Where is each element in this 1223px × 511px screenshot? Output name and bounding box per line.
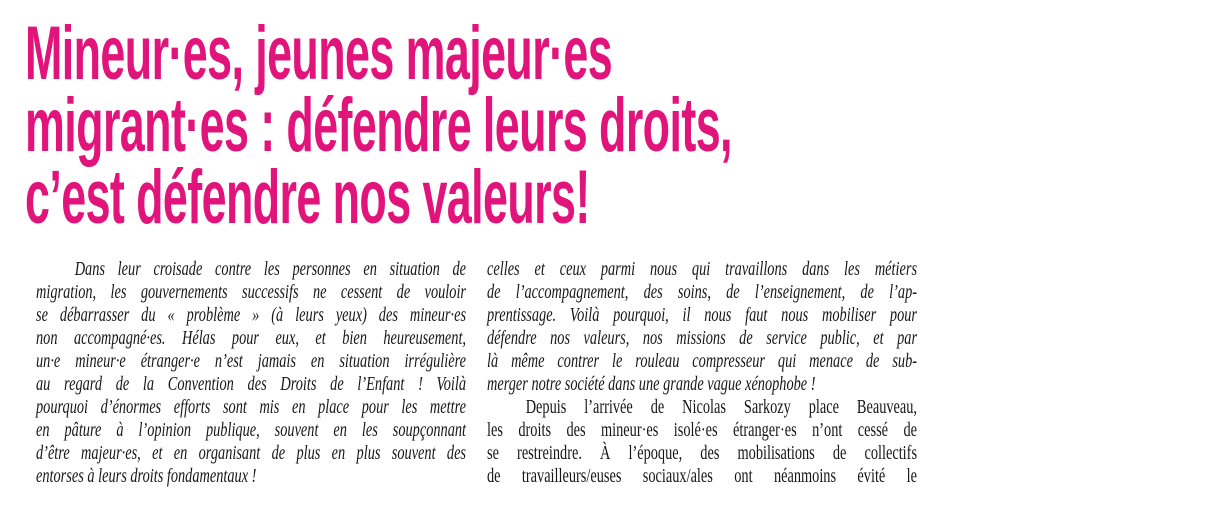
text-line: au regard de la Convention des Droits de l’Enfant ! Voilà (36, 373, 467, 395)
text-line: en pâture à l’opinion publique, souvent en les soupçonnant (36, 419, 467, 441)
headline-line: migrant·es : défendre leurs droits, (25, 83, 732, 168)
text-line: merger notre société dans une grande vague xénophobe ! (487, 373, 816, 395)
text-line: de travailleurs/euses sociaux/ales ont néanmoins évité le (487, 465, 918, 487)
article-headline (25, 11, 1223, 240)
text-line: celles et ceux parmi nous qui travaillons dans les métiers (487, 258, 918, 280)
headline-line: Mineur·es, jeunes majeur·es (25, 11, 613, 96)
text-line: pourquoi d’énormes efforts sont mis en place pour les mettre (36, 396, 467, 418)
text-line: Dans leur croisade contre les personnes en situation de (74, 258, 467, 280)
text-line: les droits des mineur·es isolé·es étranger·es n’ont cessé de (487, 419, 918, 441)
text-line: prentissage. Voilà pourquoi, il nous faut nous mobiliser pour (487, 304, 918, 326)
text-column-right (487, 258, 917, 488)
text-line: entorses à leurs droits fondamentaux ! (36, 465, 257, 487)
text-line: là même contrer le rouleau compresseur qui menace de sub- (487, 350, 918, 372)
text-line: de l’accompagnement, des soins, de l’enseignement, de l’ap- (487, 281, 918, 303)
text-line: un·e mineur·e étranger·e n’est jamais en situation irrégulière (36, 350, 467, 372)
text-line: non accompagné·es. Hélas pour eux, et bien heureusement, (36, 327, 467, 349)
text-line: Depuis l’arrivée de Nicolas Sarkozy place Beauveau, (525, 396, 918, 418)
headline-line: c’est défendre nos valeurs! (25, 155, 590, 240)
text-column-left (36, 258, 466, 488)
text-line: d’être majeur·es, et en organisant de plus en plus souvent des (36, 442, 467, 464)
text-line: se débarrasser du « problème » (à leurs yeux) des mineur·es (36, 304, 467, 326)
text-line: défendre nos valeurs, nos missions de service public, et par (487, 327, 918, 349)
text-line: migration, les gouvernements successifs ne cessent de vouloir (36, 281, 467, 303)
text-line: se restreindre. À l’époque, des mobilisations de collectifs (487, 442, 918, 464)
